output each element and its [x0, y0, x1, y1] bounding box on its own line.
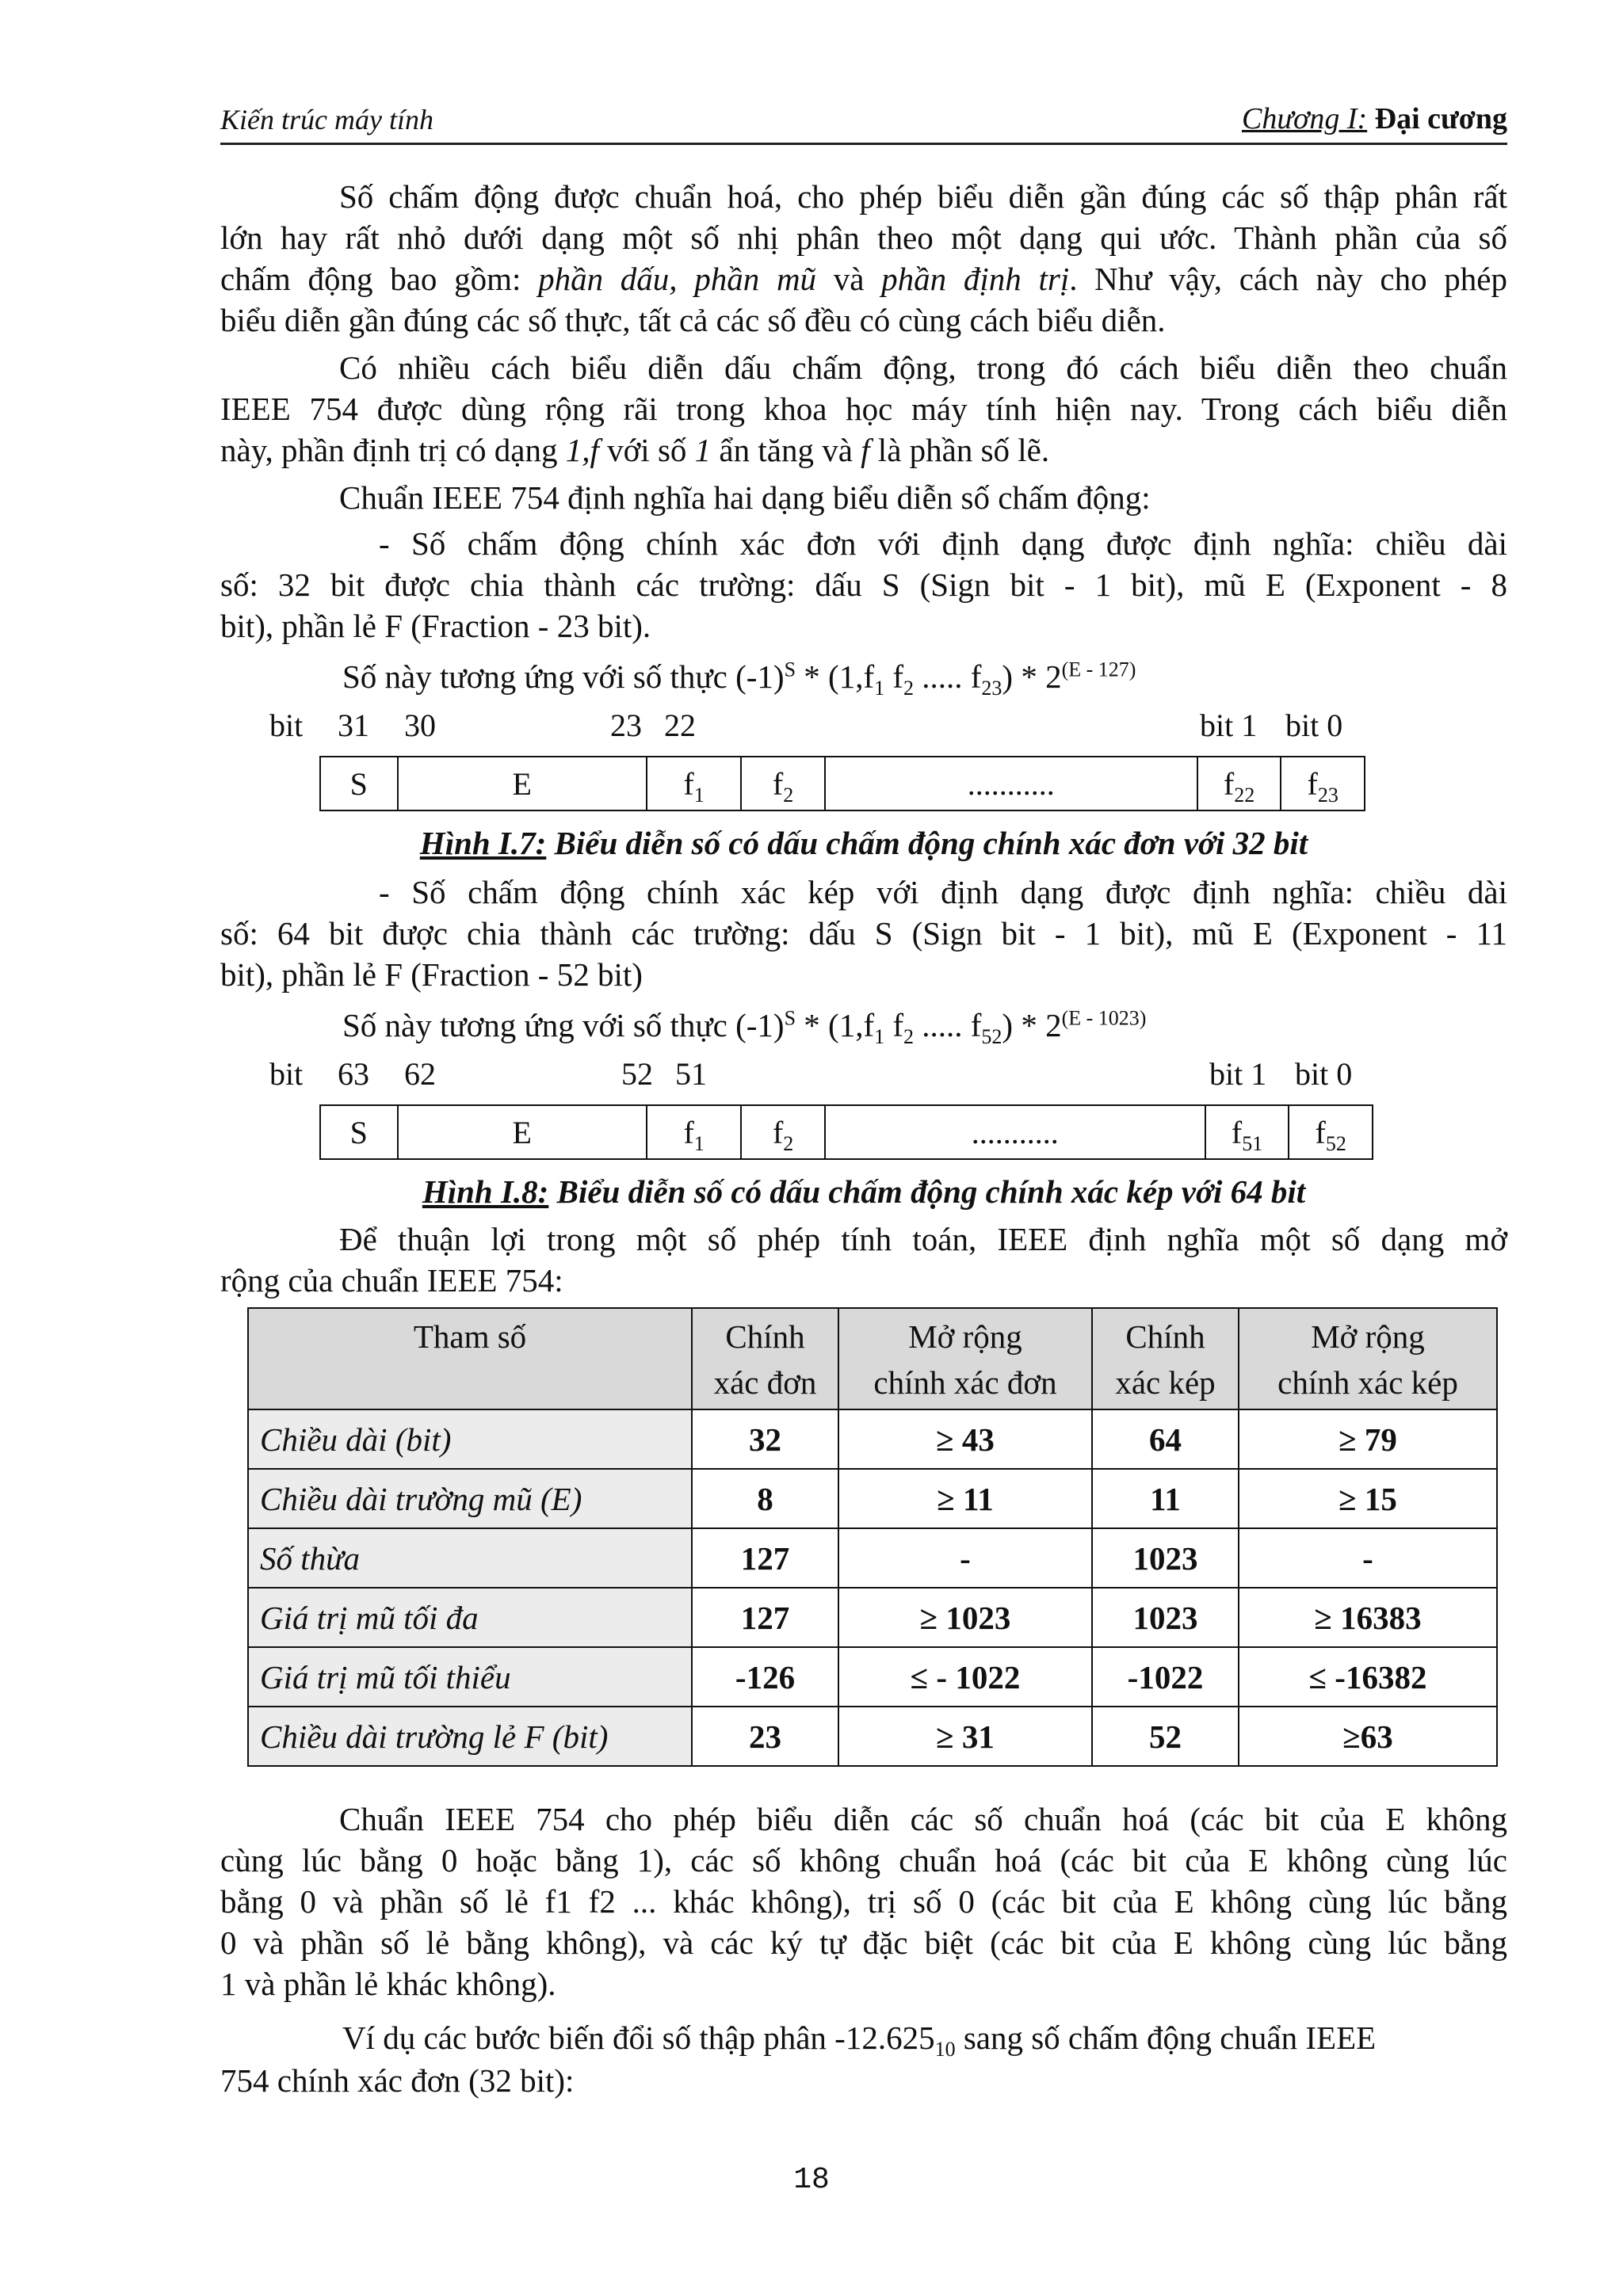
- table-cell: 11: [1092, 1469, 1239, 1528]
- para3: Chuẩn IEEE 754 định nghĩa hai dạng biểu diễn số chấm động:: [339, 479, 1151, 516]
- table-cell: -: [838, 1528, 1092, 1588]
- fraction-cell-dots: ...........: [825, 1105, 1205, 1159]
- row-label: Chiều dài trường mũ (E): [248, 1469, 692, 1528]
- para5-line4: 0 và phần số lẻ bằng không), và các ký tự đặc biệt (các bit của E không cùng lúc bằng: [220, 1924, 1507, 1961]
- double-bullet-line2: số: 64 bit được chia thành các trường: dấu S (Sign bit - 1 bit), mũ E (Exponent - 11: [220, 915, 1507, 952]
- para4-line1: Để thuận lợi trong một số phép tính toán, IEEE định nghĩa một số dạng mở: [339, 1221, 1507, 1257]
- table-cell: -1022: [1092, 1647, 1239, 1707]
- table-cell: -: [1239, 1528, 1497, 1588]
- running-header: [220, 103, 1507, 145]
- row-label: Số thừa: [248, 1528, 692, 1588]
- double-bullet-line1: - Số chấm động chính xác kép với định dạng được định nghĩa: chiều dài: [379, 874, 1507, 910]
- row-label: Giá trị mũ tối thiểu: [248, 1647, 692, 1707]
- fraction-cell-f52: $f_{52}$: [1289, 1105, 1373, 1159]
- table-cell: ≤ - 1022: [838, 1647, 1092, 1707]
- header-cell: Mở rộng chính xác kép: [1239, 1308, 1497, 1409]
- double-formula: Số này tương ứng với số thực $(-1)^S * (1,f_1$ $f_2$ ..... $f_{52}) * 2^{(E - 1023)}$: [342, 1006, 1147, 1049]
- para1-line4: biểu diễn gần đúng các số thực, tất cả các số đều có cùng cách biểu diễn.: [220, 302, 1166, 338]
- header-cell: Mở rộng chính xác đơn: [838, 1308, 1092, 1409]
- table-cell: 1023: [1092, 1528, 1239, 1588]
- chapter-title: [1242, 101, 1507, 136]
- exponent-cell: E: [398, 1105, 647, 1159]
- fraction-cell-f23: $f_{23}$: [1281, 757, 1365, 810]
- table-cell: ≥ 1023: [838, 1588, 1092, 1647]
- table-cell: ≥ 15: [1239, 1469, 1497, 1528]
- table-row: [248, 1588, 1497, 1647]
- para4-line2: rộng của chuẩn IEEE 754:: [220, 1262, 563, 1299]
- table-row: [248, 1647, 1497, 1707]
- table-cell: ≥ 43: [838, 1409, 1092, 1469]
- book-title: Kiến trúc máy tính: [220, 104, 433, 135]
- para1-line3: chấm động bao gồm: phần dấu, phần mũ và phần định trị. Như vậy, cách này cho phép: [220, 261, 1507, 297]
- figure-caption-double: Hình I.8: Biểu diễn số có dấu chấm động chính xác kép với 64 bit: [422, 1173, 1306, 1210]
- table-cell: ≥63: [1239, 1707, 1497, 1766]
- row-label: Chiều dài (bit): [248, 1409, 692, 1469]
- fraction-cell-f2: $f_2$: [741, 757, 825, 810]
- fraction-cell-f1: $f_1$: [647, 1105, 741, 1159]
- single-bit-layout-table: [319, 756, 1365, 811]
- para5-line3: bằng 0 và phần số lẻ f1 f2 ... khác không), trị số 0 (các bit của E không cùng lúc bằng: [220, 1883, 1507, 1920]
- fraction-cell-f22: $f_{22}$: [1197, 757, 1281, 810]
- fraction-cell-dots: ...........: [825, 757, 1197, 810]
- para1-line1: Số chấm động được chuẩn hoá, cho phép biểu diễn gần đúng các số thập phân rất: [339, 178, 1507, 215]
- table-header-row: [248, 1308, 1497, 1409]
- para6-line2: 754 chính xác đơn (32 bit):: [220, 2062, 575, 2099]
- single-formula: Số này tương ứng với số thực $(-1)^S * (1,f_1$ $f_2$ ..... $f_{23}) * 2^{(E - 127)}$: [342, 658, 1136, 700]
- para2-line2: IEEE 754 được dùng rộng rãi trong khoa học máy tính hiện nay. Trong cách biểu diễn: [220, 391, 1507, 427]
- para6-line1: Ví dụ các bước biến đổi số thập phân $-12.625_{10}$ sang số chấm động chuẩn IEEE: [342, 2019, 1377, 2061]
- table-row: [248, 1409, 1497, 1469]
- row-label: Giá trị mũ tối đa: [248, 1588, 692, 1647]
- header-cell: Chính xác đơn: [692, 1308, 838, 1409]
- sign-cell: S: [320, 757, 398, 810]
- sign-cell: S: [320, 1105, 398, 1159]
- double-bit-layout-table: [319, 1104, 1373, 1160]
- ieee754-parameters-table: [247, 1307, 1498, 1767]
- table-cell: ≥ 31: [838, 1707, 1092, 1766]
- table-cell: 1023: [1092, 1588, 1239, 1647]
- figure-caption-single: Hình I.7: Biểu diễn số có dấu chấm động chính xác đơn với 32 bit: [419, 825, 1308, 861]
- para5-line2: cùng lúc bằng 0 hoặc bằng 1), các số không chuẩn hoá (các bit của E không cùng lúc: [220, 1842, 1507, 1878]
- para2-line3: này, phần định trị có dạng 1,f với số 1 ẩn tăng và f là phần số lẽ.: [220, 432, 1050, 468]
- header-cell: Chính xác kép: [1092, 1308, 1239, 1409]
- table-cell: 127: [692, 1528, 838, 1588]
- double-bullet-line3: bit), phần lẻ F (Fraction - 52 bit): [220, 956, 643, 993]
- fraction-cell-f1: $f_1$: [647, 757, 741, 810]
- fraction-cell-f51: $f_{51}$: [1205, 1105, 1289, 1159]
- table-row: [248, 1528, 1497, 1588]
- single-bullet-line1: - Số chấm động chính xác đơn với định dạng được định nghĩa: chiều dài: [379, 525, 1507, 562]
- table-cell: 127: [692, 1588, 838, 1647]
- table-cell: 23: [692, 1707, 838, 1766]
- para2-line1: Có nhiều cách biểu diễn dấu chấm động, trong đó cách biểu diễn theo chuẩn: [339, 349, 1507, 386]
- table-row: [248, 1469, 1497, 1528]
- para1-line2: lớn hay rất nhỏ dưới dạng một số nhị phân theo một dạng qui ước. Thành phần của số: [220, 219, 1507, 256]
- table-cell: ≥ 79: [1239, 1409, 1497, 1469]
- header-cell: Tham số: [248, 1308, 692, 1409]
- row-label: Chiều dài trường lẻ F (bit): [248, 1707, 692, 1766]
- table-cell: -126: [692, 1647, 838, 1707]
- table-cell: 32: [692, 1409, 838, 1469]
- table-cell: 64: [1092, 1409, 1239, 1469]
- exponent-cell: E: [398, 757, 647, 810]
- para5-line1: Chuẩn IEEE 754 cho phép biểu diễn các số chuẩn hoá (các bit của E không: [339, 1801, 1507, 1837]
- chapter-name: Đại cương: [1374, 102, 1507, 135]
- table-cell: ≥ 16383: [1239, 1588, 1497, 1647]
- chapter-label: Chương I:: [1241, 102, 1368, 135]
- single-bullet-line2: số: 32 bit được chia thành các trường: dấu S (Sign bit - 1 bit), mũ E (Exponent - 8: [220, 566, 1507, 603]
- table-cell: 52: [1092, 1707, 1239, 1766]
- table-row: [248, 1707, 1497, 1766]
- table-cell: ≥ 11: [838, 1469, 1092, 1528]
- table-cell: ≤ -16382: [1239, 1647, 1497, 1707]
- para5-line5: 1 và phần lẻ khác không).: [220, 1966, 556, 2002]
- document-page: Kiến trúc máy tính Chương I: Đại cương Số chấm động được chuẩn hoá, cho phép biểu diễn gần đúng các số thập phân rất lớn hay rất nhỏ dưới dạng một số nhị phân theo một dạng qui ước. Thành phần của số chấm động bao gồm: phần dấu, phần mũ và phần định trị. Như vậy, cách này cho phép biểu diễn gần đúng các số thực, tất cả các số đều có cùng cách biểu diễn. Có nhiều cách biểu diễn dấu chấm động, trong đó cách biểu diễn theo chuẩn IEEE 754 được dùng rộng rãi trong khoa học máy tính hiện nay. Trong cách biểu diễn này, phần định trị có dạng 1,f với số 1 ẩn tăng và f là phần số lẽ. Chuẩn IEEE 754 định nghĩa hai dạng biểu diễn số chấm động: - Số chấm động chính xác đơn với định dạng được định nghĩa: chiều dài số: 32 bit được chia thành các trường: dấu S (Sign bit - 1 bit), mũ E (Exponent - 8 bit), phần lẻ F (Fraction - 23 bit). Số này tương ứng với số thực $(-1)^S * (1,f_1$ $f_2$ ..... $f_{23}) * 2^{(E - 127)}$ bit 31 30 23 22 bit 1 bit 0 S E $f_1$ $f_2$ ........... $f_{22}$ $f_{23}$ Hình I.7: Biểu diễn số có dấu chấm động chính xác đơn với 32 bit - Số chấm động chính xác kép với định dạng được định nghĩa: chiều dài số: 64 bit được chia thành các trường: dấu S (Sign bit - 1 bit), mũ E (Exponent - 11 bit), phần lẻ F (Fraction - 52 bit) Số này tương ứng với số thực $(-1)^S * (1,f_1$ $f_2$ ..... $f_{52}) * 2^{(E - 1023)}$ bit 63 62 52 51 bit 1 bit 0 S E $f_1$ $f_2$ ........... $f_{51}$ $f_{52}$ Hình I.8: Biểu diễn số có dấu chấm động chính xác kép với 64 bit Để thuận lợi trong một số phép tính toán, IEEE định nghĩa một số dạng mở rộng của chuẩn IEEE 754: Tham số Chính xác đơn Mở rộng chính xác đơn Chính xác kép Mở rộng chính xác kép Chiều dài (bit) 32 ≥ 43 64 ≥ 79 Chiều dài trường mũ (E) 8 ≥ 11 11 ≥ 15 Số thừa 127 - 1023 - Giá trị mũ tối đa 127 ≥ 1023 1023 ≥ 16383 Giá trị mũ tối thiểu -126 ≤ - 1022 -1022 ≤ -16382 Chiều dài trường lẻ F (bit) 23 ≥ 31 52 ≥63 Chuẩn IEEE 754 cho phép biểu diễn các số chuẩn hoá (các bit của E không cùng lúc bằng 0 hoặc bằng 1), các số không chuẩn hoá (các bit của E không cùng lúc bằng 0 và phần số lẻ f1 f2 ... khác không), trị số 0 (các bit của E không cùng lúc bằng 0 và phần số lẻ bằng không), và các ký tự đặc biệt (các bit của E không cùng lúc bằng 1 và phần lẻ khác không). Ví dụ các bước biến đổi số thập phân $-12.625_{10}$ sang số chấm động chuẩn IEEE 754 chính xác đơn (32 bit): 18: [0, 0, 1623, 2296]
- single-bullet-line3: bit), phần lẻ F (Fraction - 23 bit).: [220, 608, 651, 644]
- page-number: 18: [793, 2163, 830, 2197]
- fraction-cell-f2: $f_2$: [741, 1105, 825, 1159]
- table-cell: 8: [692, 1469, 838, 1528]
